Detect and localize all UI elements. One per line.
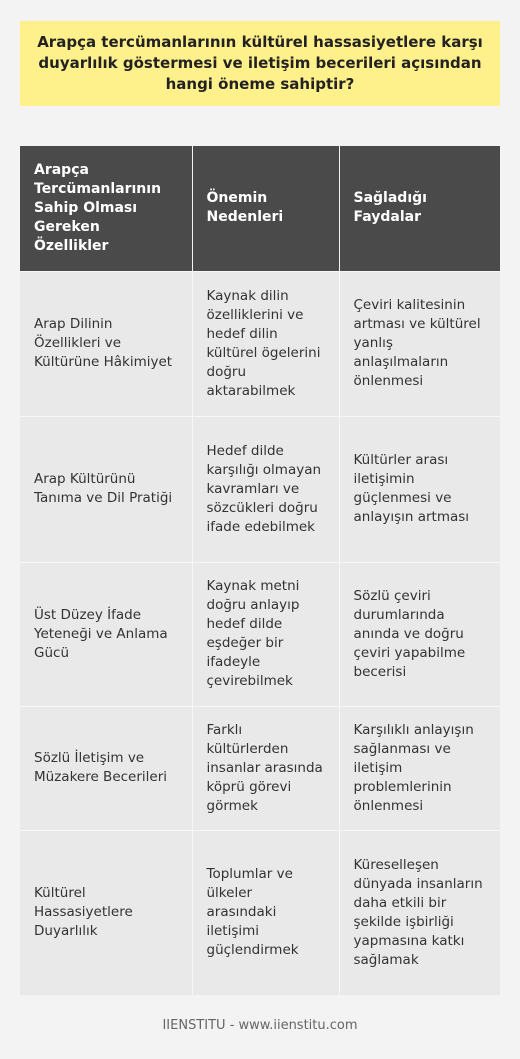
table-row (20, 562, 500, 706)
table-cell: Çeviri kalitesinin artması ve kültürel yanlış anlaşılmaların önlenmesi (339, 271, 500, 416)
table-row (20, 271, 500, 416)
table-cell: Arap Kültürünü Tanıma ve Dil Pratiği (20, 416, 192, 562)
table-row (20, 830, 500, 995)
table-row (20, 416, 500, 562)
table-cell: Farklı kültürlerden insanlar arasında köprü görevi görmek (192, 706, 339, 830)
table-cell: Üst Düzey İfade Yeteneği ve Anlama Gücü (20, 562, 192, 706)
column-header: Önemin Nedenleri (192, 146, 339, 271)
page-title: Arapça tercümanlarının kültürel hassasiyetlere karşı duyarlılık göstermesi ve iletişim becerileri açısından hangi öneme sahiptir? (20, 21, 500, 106)
table-row (20, 706, 500, 830)
table-cell: Karşılıklı anlayışın sağlanması ve iletişim problemlerinin önlenmesi (339, 706, 500, 830)
table-cell: Küreselleşen dünyada insanların daha etkili bir şekilde işbirliği yapmasına katkı sağlamak (339, 830, 500, 995)
table-cell: Kültürel Hassasiyetlere Duyarlılık (20, 830, 192, 995)
footer-credit: IIENSTITU - www.iienstitu.com (162, 1018, 358, 1033)
table-cell: Sözlü İletişim ve Müzakere Becerileri (20, 706, 192, 830)
column-header: Arapça Tercümanlarının Sahip Olması Gereken Özellikler (20, 146, 192, 271)
table-cell: Kaynak metni doğru anlayıp hedef dilde eşdeğer bir ifadeyle çevirebilmek (192, 562, 339, 706)
table-cell: Kaynak dilin özelliklerini ve hedef dilin kültürel ögelerini doğru aktarabilmek (192, 271, 339, 416)
table-cell: Sözlü çeviri durumlarında anında ve doğru çeviri yapabilme becerisi (339, 562, 500, 706)
table-header-row (20, 146, 500, 271)
table-cell: Toplumlar ve ülkeler arasındaki iletişimi güçlendirmek (192, 830, 339, 995)
table-cell: Kültürler arası iletişimin güçlenmesi ve anlayışın artması (339, 416, 500, 562)
table-cell: Hedef dilde karşılığı olmayan kavramları ve sözcükleri doğru ifade edebilmek (192, 416, 339, 562)
table-cell: Arap Dilinin Özellikleri ve Kültürüne Hâkimiyet (20, 271, 192, 416)
comparison-table (20, 146, 500, 995)
column-header: Sağladığı Faydalar (339, 146, 500, 271)
